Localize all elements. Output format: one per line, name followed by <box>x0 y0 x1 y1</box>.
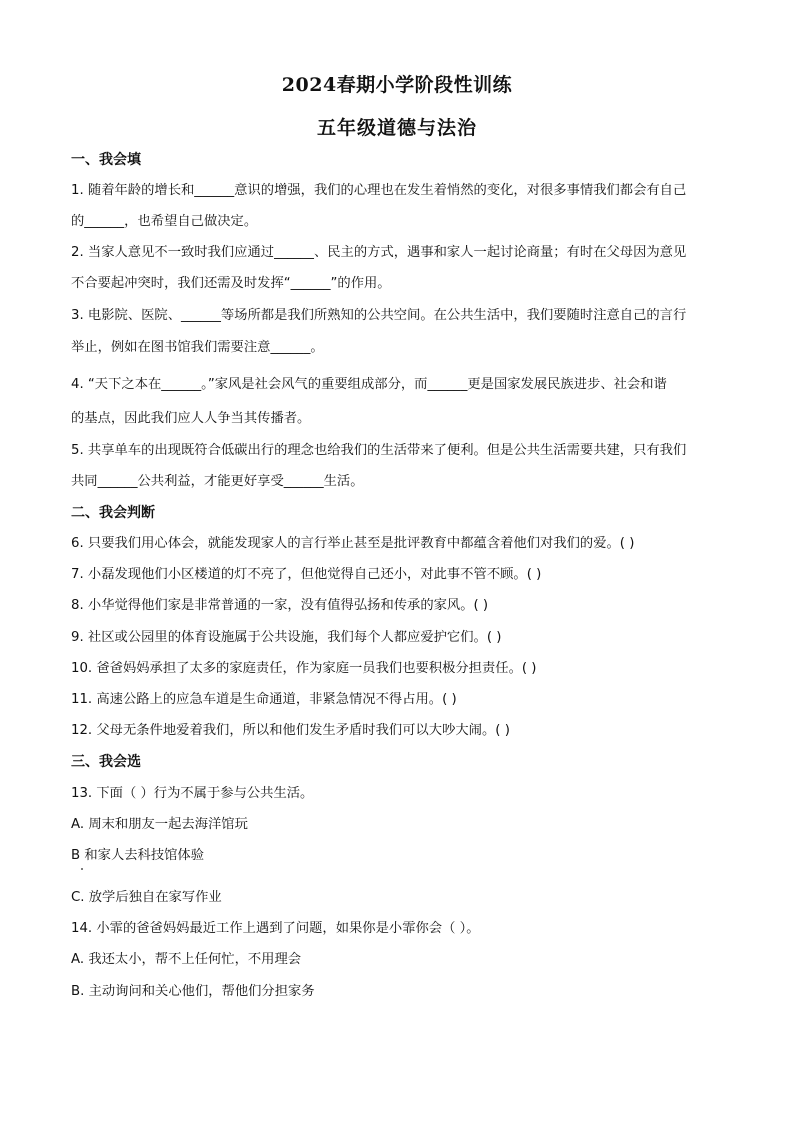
question-5-line-2: 共同______公共利益，才能更好享受______生活。 <box>71 474 364 489</box>
question-13-option-c: C. 放学后独自在家写作业 <box>71 890 222 905</box>
question-13: 13. 下面（ ）行为不属于参与公共生活。 <box>71 786 314 801</box>
question-1-line-1: 1. 随着年龄的增长和______意识的增强，我们的心理也在发生着悄然的变化，对很多事情我们都会有自己 <box>71 183 687 198</box>
question-4-line-1: 4. “天下之本在______。”家风是社会风气的重要组成部分，而______更是国家发展民族进步、社会和谐 <box>71 377 667 392</box>
section-heading-judge: 二、我会判断 <box>71 505 155 521</box>
question-7: 7. 小磊发现他们小区楼道的灯不亮了，但他觉得自己还小，对此事不管不顾。( ) <box>71 567 542 582</box>
question-6: 6. 只要我们用心体会，就能发现家人的言行举止甚至是批评教育中都蕴含着他们对我们的爱。( ) <box>71 536 635 551</box>
section-heading-choose: 三、我会选 <box>71 754 141 770</box>
question-2-line-1: 2. 当家人意见不一致时我们应通过______、民主的方式，遇事和家人一起讨论商量；有时在父母因为意见 <box>71 245 687 260</box>
question-8: 8. 小华觉得他们家是非常普通的一家，没有值得弘扬和传承的家风。( ) <box>71 598 489 613</box>
question-5-line-1: 5. 共享单车的出现既符合低碳出行的理念也给我们的生活带来了便利。但是公共生活需要共建，只有我们 <box>71 443 687 458</box>
question-1-line-2: 的______，也希望自己做决定。 <box>71 214 258 229</box>
question-14-option-b: B. 主动询问和关心他们，帮他们分担家务 <box>71 984 315 999</box>
question-4-line-2: 的基点，因此我们应人人争当其传播者。 <box>71 411 311 426</box>
question-11: 11. 高速公路上的应急车道是生命通道，非紧急情况不得占用。( ) <box>71 692 457 707</box>
question-14: 14. 小霏的爸爸妈妈最近工作上遇到了问题，如果你是小霏你会（ ）。 <box>71 921 480 936</box>
exam-title: 2024春期小学阶段性训练 <box>281 74 513 96</box>
exam-subtitle: 五年级道德与法治 <box>316 117 477 139</box>
section-heading-fill: 一、我会填 <box>71 152 141 168</box>
question-3-line-2: 举止，例如在图书馆我们需要注意______。 <box>71 340 324 355</box>
question-3-line-1: 3. 电影院、医院、______等场所都是我们所熟知的公共空间。在公共生活中，我们要随时注意自己的言行 <box>71 308 687 323</box>
question-12: 12. 父母无条件地爱着我们，所以和他们发生矛盾时我们可以大吵大闹。( ) <box>71 723 510 738</box>
question-10: 10. 爸爸妈妈承担了太多的家庭责任，作为家庭一员我们也要积极分担责任。( ) <box>71 661 537 676</box>
question-9: 9. 社区或公园里的体育设施属于公共设施，我们每个人都应爱护它们。( ) <box>71 630 502 645</box>
question-2-line-2: 不合要起冲突时，我们还需及时发挥“______”的作用。 <box>71 276 391 291</box>
question-13-option-a: A. 周末和朋友一起去海洋馆玩 <box>71 817 248 832</box>
question-13-option-b: B 和家人去科技馆体验 <box>71 848 205 863</box>
question-14-option-a: A. 我还太小，帮不上任何忙，不用理会 <box>71 952 302 967</box>
stray-dot <box>81 868 83 870</box>
